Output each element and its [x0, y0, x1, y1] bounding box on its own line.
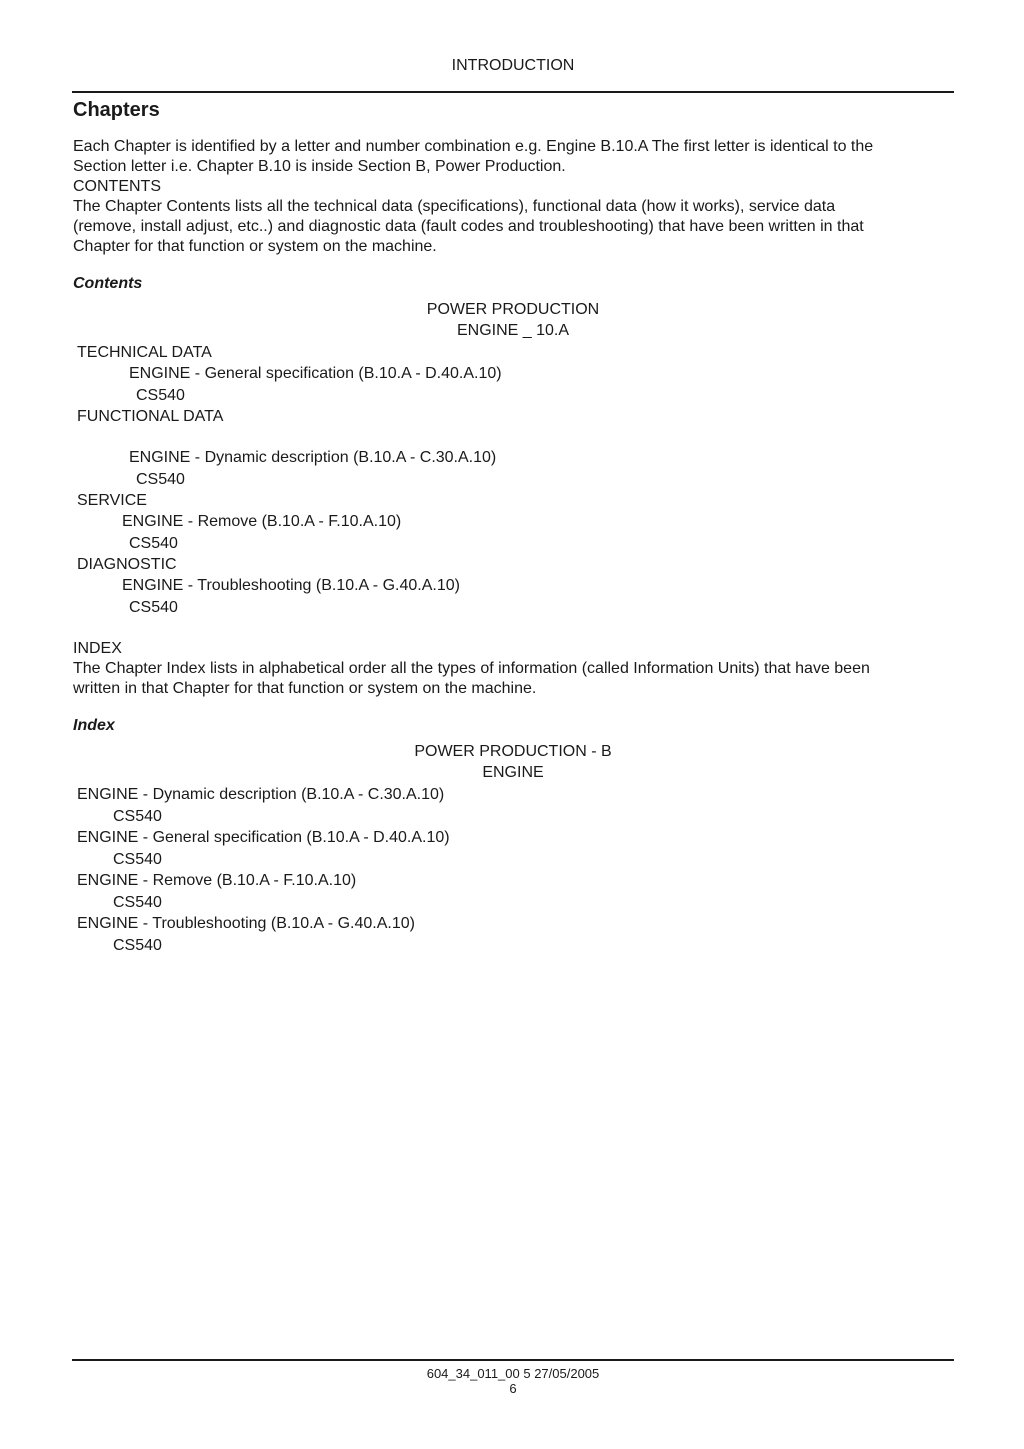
- chapters-intro-line: (remove, install adjust, etc..) and diagnostic data (fault codes and troubleshooting) that have been written in that: [73, 218, 864, 235]
- chapters-intro-line: Chapter for that function or system on the machine.: [73, 238, 437, 255]
- service-model: CS540: [129, 535, 178, 552]
- footer-divider: [72, 1359, 954, 1361]
- index-heading: Index: [73, 717, 115, 734]
- index-chapter-title: ENGINE: [482, 764, 544, 781]
- page-header-title: INTRODUCTION: [451, 57, 575, 74]
- service-label: SERVICE: [77, 492, 147, 509]
- chapters-heading: Chapters: [73, 99, 160, 121]
- index-intro-line: The Chapter Index lists in alphabetical order all the types of information (called Information Units) that have been: [73, 660, 870, 677]
- service-entry[interactable]: ENGINE - Remove (B.10.A - F.10.A.10): [122, 513, 402, 530]
- chapters-intro-line: Each Chapter is identified by a letter and number combination e.g. Engine B.10.A The first letter is identical to the: [73, 138, 874, 155]
- diagnostic-label: DIAGNOSTIC: [77, 556, 177, 573]
- contents-label: CONTENTS: [73, 178, 161, 195]
- functional-data-entry[interactable]: ENGINE - Dynamic description (B.10.A - C.30.A.10): [129, 449, 497, 466]
- technical-data-label: TECHNICAL DATA: [77, 344, 212, 361]
- index-intro-line: written in that Chapter for that function or system on the machine.: [73, 680, 537, 697]
- index-entry-title[interactable]: ENGINE - General specification (B.10.A - D.40.A.10): [77, 829, 450, 846]
- index-entry-model: CS540: [113, 808, 162, 825]
- footer-doc-ref: 604_34_011_00 5 27/05/2005: [426, 1366, 600, 1381]
- index-entry-model: CS540: [113, 851, 162, 868]
- index-entry-model: CS540: [113, 937, 162, 954]
- index-label: INDEX: [73, 640, 122, 657]
- contents-heading: Contents: [73, 275, 143, 292]
- chapters-intro-line: Section letter i.e. Chapter B.10 is inside Section B, Power Production.: [73, 158, 566, 175]
- functional-data-label: FUNCTIONAL DATA: [77, 408, 224, 425]
- technical-data-model: CS540: [136, 387, 185, 404]
- index-section-title: POWER PRODUCTION - B: [414, 743, 612, 760]
- index-entry-title[interactable]: ENGINE - Remove (B.10.A - F.10.A.10): [77, 872, 357, 889]
- contents-section-title: POWER PRODUCTION: [426, 301, 600, 318]
- functional-data-model: CS540: [136, 471, 185, 488]
- contents-chapter-title: ENGINE _ 10.A: [456, 322, 570, 339]
- chapters-intro-line: The Chapter Contents lists all the technical data (specifications), functional data (how it works), service data: [73, 198, 836, 215]
- technical-data-entry[interactable]: ENGINE - General specification (B.10.A - D.40.A.10): [129, 365, 502, 382]
- index-entry-title[interactable]: ENGINE - Troubleshooting (B.10.A - G.40.A.10): [77, 915, 415, 932]
- diagnostic-entry[interactable]: ENGINE - Troubleshooting (B.10.A - G.40.A.10): [122, 577, 460, 594]
- index-entry-title[interactable]: ENGINE - Dynamic description (B.10.A - C.30.A.10): [77, 786, 445, 803]
- header-divider: [72, 91, 954, 93]
- index-entry-model: CS540: [113, 894, 162, 911]
- footer-page-number: 6: [509, 1381, 517, 1396]
- diagnostic-model: CS540: [129, 599, 178, 616]
